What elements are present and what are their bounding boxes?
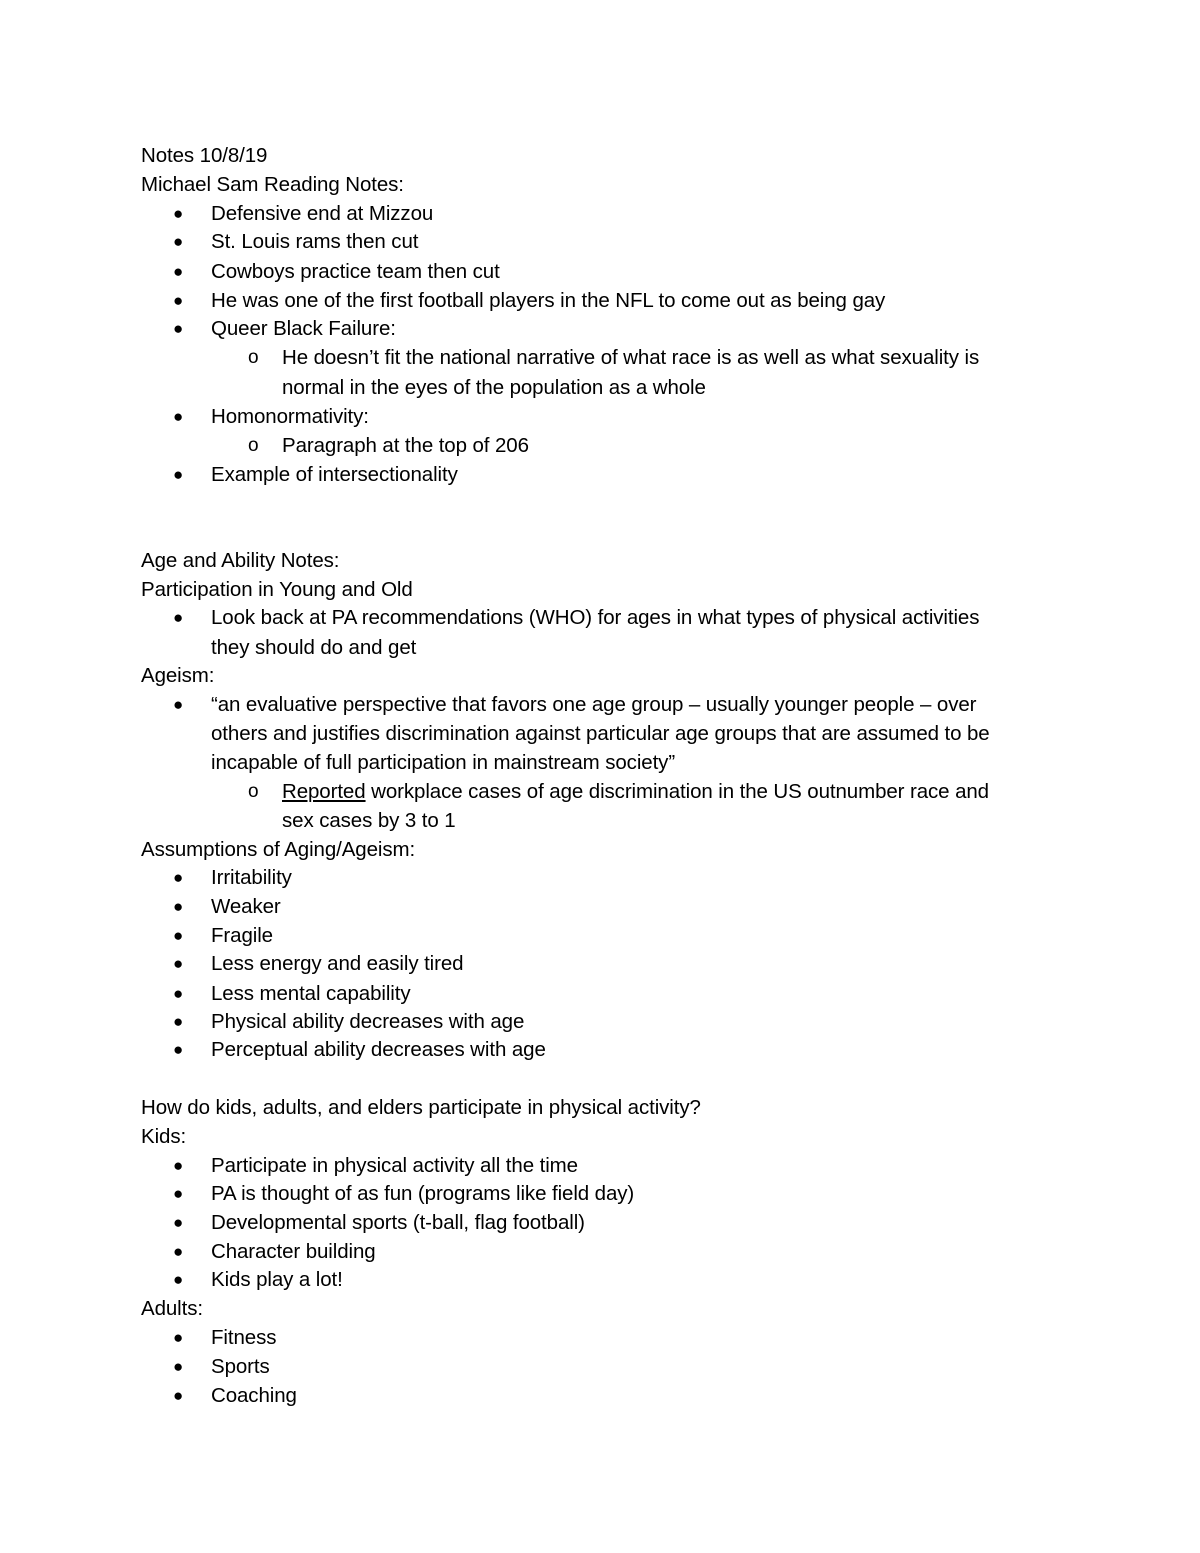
list-item: ● Look back at PA recommendations (WHO) for ages in what types of physical activities <box>0 603 1200 632</box>
list-item-continuation: others and justifies discrimination against particular age groups that are assumed to be <box>211 722 990 745</box>
bullet-icon: ● <box>173 1328 184 1347</box>
list-item: ● Cowboys practice team then cut <box>0 257 1200 286</box>
bullet-icon: ● <box>173 1184 184 1203</box>
bullet-icon: ● <box>173 954 184 973</box>
list-item: ● Less mental capability <box>0 979 1200 1008</box>
list-item: ● Character building <box>0 1237 1200 1266</box>
bullet-icon: ● <box>173 695 184 714</box>
bullet-icon: ● <box>173 1357 184 1376</box>
list-item: ● Defensive end at Mizzou <box>0 199 1200 228</box>
list-item: ● Developmental sports (t-ball, flag football) <box>0 1208 1200 1237</box>
bullet-icon: ● <box>173 1242 184 1261</box>
list-item: ● Example of intersectionality <box>0 460 1200 489</box>
bullet-icon: ● <box>173 1213 184 1232</box>
list-item: ● Physical ability decreases with age <box>0 1007 1200 1036</box>
bullet-icon: ● <box>173 1270 184 1289</box>
list-item: ● He was one of the first football players in the NFL to come out as being gay <box>0 286 1200 315</box>
list-item: ● Irritability <box>0 863 1200 892</box>
notes-date-title: Notes 10/8/19 <box>141 144 268 167</box>
bullet-icon: ● <box>173 204 184 223</box>
ageism-heading: Ageism: <box>141 664 215 687</box>
sub-list-item: o Paragraph at the top of 206 <box>0 431 1200 460</box>
list-item: ● Fitness <box>0 1323 1200 1352</box>
michael-sam-heading: Michael Sam Reading Notes: <box>141 173 404 196</box>
list-item: ● St. Louis rams then cut <box>0 227 1200 256</box>
adults-heading: Adults: <box>141 1297 203 1320</box>
bullet-icon: ● <box>173 1386 184 1405</box>
bullet-icon: ● <box>173 1040 184 1059</box>
list-item: ● Perceptual ability decreases with age <box>0 1035 1200 1064</box>
list-item: ● Kids play a lot! <box>0 1265 1200 1294</box>
list-item: ● Sports <box>0 1352 1200 1381</box>
bullet-icon: ● <box>173 608 184 627</box>
assumptions-heading: Assumptions of Aging/Ageism: <box>141 838 416 861</box>
bullet-icon: ● <box>173 262 184 281</box>
participation-question: How do kids, adults, and elders participate in physical activity? <box>141 1096 701 1119</box>
list-item: ● Homonormativity: <box>0 402 1200 431</box>
circle-bullet-icon: o <box>248 435 259 456</box>
list-item: ● PA is thought of as fun (programs like field day) <box>0 1179 1200 1208</box>
kids-heading: Kids: <box>141 1125 187 1148</box>
circle-bullet-icon: o <box>248 781 259 802</box>
bullet-icon: ● <box>173 291 184 310</box>
sub-list-item-continuation: sex cases by 3 to 1 <box>282 809 456 832</box>
list-item: ● Fragile <box>0 921 1200 950</box>
sub-list-item-continuation: normal in the eyes of the population as a whole <box>282 376 706 399</box>
participation-heading: Participation in Young and Old <box>141 578 413 601</box>
list-item-continuation: incapable of full participation in mainstream society” <box>211 751 676 774</box>
list-item: ● Queer Black Failure: <box>0 314 1200 343</box>
underlined-word: Reported <box>282 780 366 803</box>
sub-list-item: o Reported workplace cases of age discrimination in the US outnumber race and <box>0 777 1200 806</box>
bullet-icon: ● <box>173 1012 184 1031</box>
list-item: ● Participate in physical activity all the time <box>0 1151 1200 1180</box>
list-item: ● Coaching <box>0 1381 1200 1410</box>
bullet-icon: ● <box>173 319 184 338</box>
sub-list-item: o He doesn’t fit the national narrative of what race is as well as what sexuality is <box>0 343 1200 372</box>
list-item: ● Less energy and easily tired <box>0 949 1200 978</box>
bullet-icon: ● <box>173 868 184 887</box>
list-item-continuation: they should do and get <box>211 636 417 659</box>
bullet-icon: ● <box>173 407 184 426</box>
list-item: ● Weaker <box>0 892 1200 921</box>
age-ability-heading: Age and Ability Notes: <box>141 549 340 572</box>
circle-bullet-icon: o <box>248 347 259 368</box>
list-item: ● “an evaluative perspective that favors one age group – usually younger people – over <box>0 690 1200 719</box>
bullet-icon: ● <box>173 232 184 251</box>
bullet-icon: ● <box>173 897 184 916</box>
bullet-icon: ● <box>173 1156 184 1175</box>
bullet-icon: ● <box>173 465 184 484</box>
bullet-icon: ● <box>173 926 184 945</box>
bullet-icon: ● <box>173 984 184 1003</box>
